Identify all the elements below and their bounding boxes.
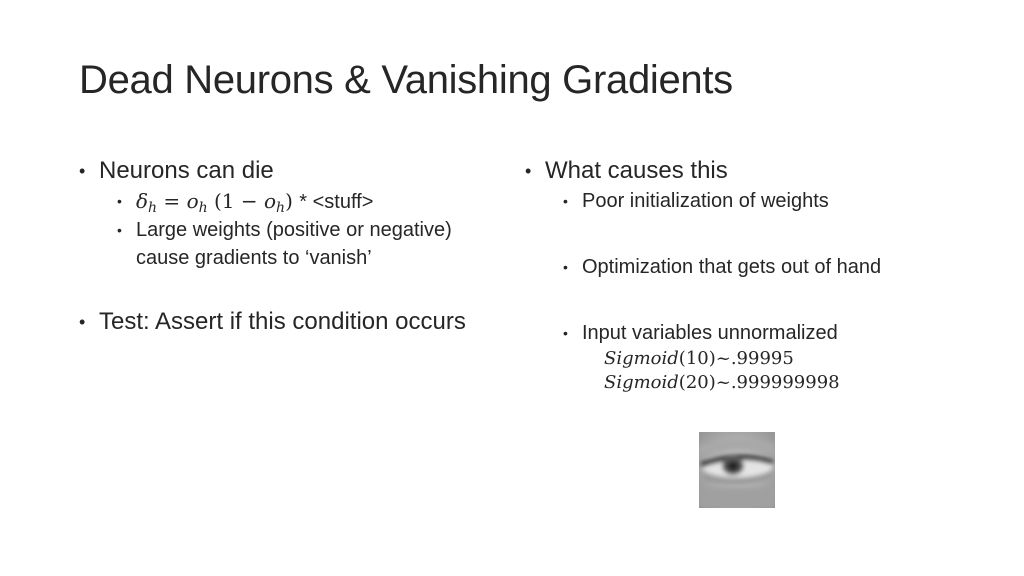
eye-image-graphic xyxy=(699,432,775,508)
bullet-neurons-can-die xyxy=(79,155,469,187)
slide-title: Dead Neurons & Vanishing Gradients xyxy=(79,58,733,102)
spacer xyxy=(79,272,469,306)
sigmoid-value: (10)~.99995 xyxy=(678,348,794,369)
spacer xyxy=(525,281,995,319)
sub-bullet-dot: • xyxy=(563,193,568,209)
output-subscript-2: h xyxy=(276,200,286,216)
equation-tail: * <stuff> xyxy=(299,191,374,213)
sub-bullet-poor-initialization xyxy=(525,187,995,215)
output-symbol: o xyxy=(186,189,199,213)
sub-bullet-dot: • xyxy=(563,259,568,275)
sub-bullet-delta-equation xyxy=(79,187,469,216)
delta-symbol: δ xyxy=(136,189,149,213)
equals-sign: = xyxy=(157,189,187,213)
eye-closeup-image xyxy=(699,432,775,508)
output-symbol-2: o xyxy=(264,189,277,213)
output-subscript: h xyxy=(198,200,208,216)
sub-bullet-text: Input variables unnormalized xyxy=(582,322,838,344)
right-column xyxy=(525,155,995,395)
paren-open: (1 − xyxy=(207,189,264,213)
paren-close: ) xyxy=(285,189,300,213)
bullet-dot: • xyxy=(79,312,86,332)
sigmoid-20-equation xyxy=(525,371,995,395)
sub-bullet-text: Optimization that gets out of hand xyxy=(582,256,882,278)
sigmoid-value: (20)~.999999998 xyxy=(678,372,840,393)
sub-bullet-optimization xyxy=(525,253,995,281)
bullet-what-causes-this xyxy=(525,155,995,187)
delta-equation xyxy=(136,189,300,216)
bullet-dot: • xyxy=(525,161,532,181)
sub-bullet-large-weights xyxy=(79,216,469,272)
sigmoid-10-equation xyxy=(525,347,995,371)
bullet-text: What causes this xyxy=(545,157,728,184)
bullet-dot: • xyxy=(79,161,86,181)
sub-bullet-dot: • xyxy=(563,325,568,341)
spacer xyxy=(525,215,995,253)
sub-bullet-dot: • xyxy=(117,193,122,209)
sub-bullet-text: Poor initialization of weights xyxy=(582,190,829,212)
bullet-test-assert xyxy=(79,306,469,338)
sigmoid-fn: Sigmoid xyxy=(604,372,679,393)
left-column xyxy=(79,155,469,338)
sub-bullet-text: Large weights (positive or negative) cause gradients to ‘vanish’ xyxy=(136,219,452,269)
bullet-text: Test: Assert if this condition occurs xyxy=(99,308,466,335)
sigmoid-fn: Sigmoid xyxy=(604,348,679,369)
sub-bullet-dot: • xyxy=(117,222,122,238)
bullet-text: Neurons can die xyxy=(99,157,274,184)
sub-bullet-input-unnormalized xyxy=(525,319,995,347)
delta-subscript: h xyxy=(148,200,158,216)
